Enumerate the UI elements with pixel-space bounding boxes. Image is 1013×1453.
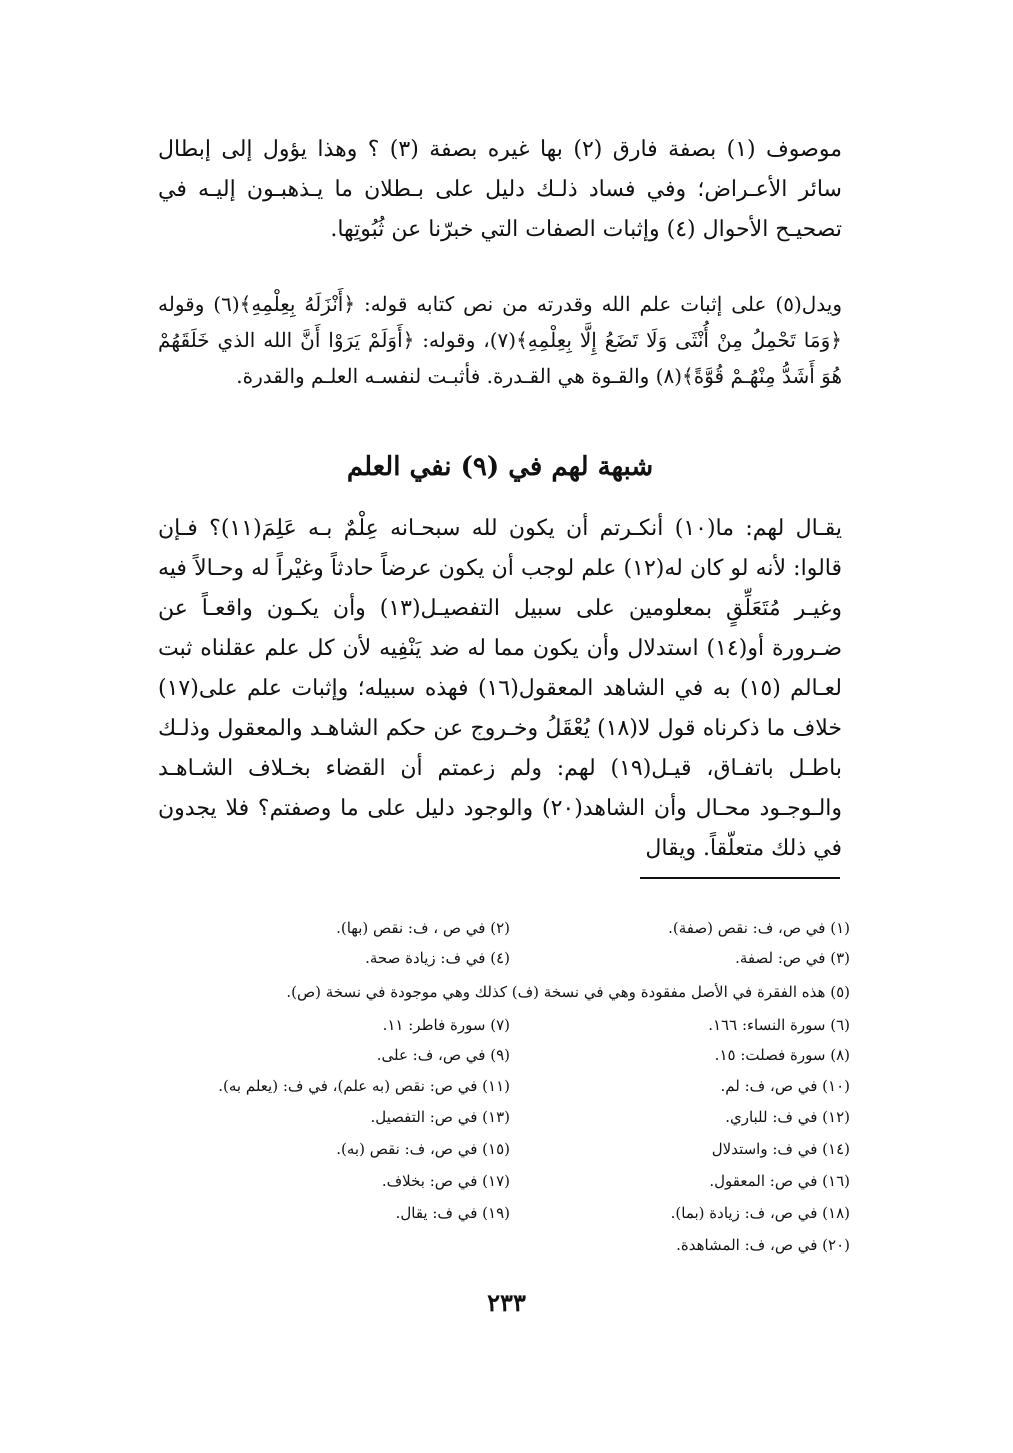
footnote-19: (١٩) في ف: يقال.: [395, 1204, 510, 1222]
footnote-15: (١٥) في ص، ف: نقص (به).: [336, 1140, 510, 1158]
footnote-separator: [640, 877, 840, 879]
footnote-13: (١٣) في ص: التفصيل.: [370, 1108, 510, 1126]
footnote-14: (١٤) في ف: واستدلال: [711, 1140, 850, 1158]
section-heading: شبهة لهم في (٩) نفي العلم: [346, 452, 654, 482]
footnote-2: (٢) في ص ، ف: نقص (بها).: [336, 919, 510, 937]
footnote-row: [110, 1012, 850, 1038]
body-paragraph-3: يقـال لهم: ما(١٠) أنكـرتم أن يكون لله سبحـانه عِلْمٌ بـه عَلِمَ(١١)؟ فـإن قالوا: لأنه لو كان له(١٢) علم لوجب أن يكون عرضاً حادثاً وغيْراً له وحـالاً فيه وغيـر مُتَعَلِّقٍ بمعلومين على سبيل التفصيـل(١٣) وأن يكـون واقعـاً عن ضـرورة أو(١٤) استدلال وأن يكون مما له ضد يَنْفِيه لأن كل علم عقلناه ثبت لعـالم (١٥) به في الشاهد المعقول(١٦) فهذه سبيله؛ وإثبات علم على(١٧) خلاف ما ذكرناه قول لا(١٨) يُعْقَلُ وخـروج عن حكم الشاهـد والمعقول وذلـك باطـل باتفـاق، قيـل(١٩) لهم: ولم زعمتم أن القضاء بخـلاف الشـاهـد والـوجـود محـال وأن الشاهد(٢٠) والوجود دليل على ما وصفتم؟ فلا يجدون في ذلك متعلّقاً. ويقال: [158, 516, 843, 861]
footnote-row: [110, 1042, 850, 1068]
footnote-row: [110, 1168, 850, 1194]
footnote-17: (١٧) في ص: بخلاف.: [381, 1172, 510, 1190]
footnote-row: [110, 945, 850, 971]
footnote-row: [110, 1200, 850, 1226]
footnote-10: (١٠) في ص، ف: لم.: [720, 1077, 850, 1095]
footnote-8: (٨) سورة فصلت: ١٥.: [714, 1046, 850, 1064]
footnote-3: (٣) في ص: لصفة.: [735, 949, 850, 967]
footnote-row: [110, 1136, 850, 1162]
footnote-row: [110, 979, 850, 1005]
footnote-4: (٤) في ف: زيادة صحة.: [365, 949, 510, 967]
footnote-9: (٩) في ص، ف: على.: [376, 1046, 510, 1064]
footnote-5: (٥) هذه الفقرة في الأصل مفقودة وهي في نسخة (ف) كذلك وهي موجودة في نسخة (ص).: [286, 983, 850, 1001]
footnote-row: [110, 1073, 850, 1099]
body-paragraph-1: موصوف (١) بصفة فارق (٢) بها غيره بصفة (٣) ؟ وهذا يؤول إلى إبطال سائر الأعـراض؛ وفي فساد ذلـك دليل على بـطلان ما يـذهبـون إليـه في تصحيـح الأحوال (٤) وإثبات الصفات التي خبرّنا عن ثُبُوتِها.: [158, 137, 843, 242]
footnote-row: [110, 1104, 850, 1130]
footnote-1: (١) في ص، ف: نقص (صفة).: [668, 919, 850, 937]
page-number: ٢٣٣: [487, 1288, 526, 1317]
footnote-6: (٦) سورة النساء: ١٦٦.: [708, 1016, 850, 1034]
footnote-row: [110, 915, 850, 941]
footnote-12: (١٢) في ف: للباري.: [725, 1108, 850, 1126]
footnote-row: [110, 1232, 850, 1258]
footnote-20: (٢٠) في ص، ف: المشاهدة.: [676, 1236, 850, 1254]
footnote-7: (٧) سورة فاطر: ١١.: [382, 1016, 510, 1034]
footnote-18: (١٨) في ص، ف: زيادة (بما).: [670, 1204, 850, 1222]
footnote-11: (١١) في ص: نقص (به علم)، في ف: (يعلم به).: [218, 1077, 510, 1095]
footnote-16: (١٦) في ص: المعقول.: [709, 1172, 850, 1190]
body-paragraph-2: ويدل(٥) على إثبات علم الله وقدرته من نص كتابه قوله: ﴿أَنْزَلَهُ بِعِلْمِهِ﴾(٦) وقوله ﴿وَمَا تَحْمِلُ مِنْ أُنْثَى وَلَا تَضَعُ إِلَّا بِعِلْمِهِ﴾(٧)، وقوله: ﴿أَوَلَمْ يَرَوْا أَنَّ الله الذي خَلَقَهُمْ هُوَ أَشَدُّ مِنْهُـمْ قُوَّةً﴾(٨) والقـوة هي القـدرة. فأثبـت لنفسـه العلـم والقدرة.: [158, 292, 842, 388]
